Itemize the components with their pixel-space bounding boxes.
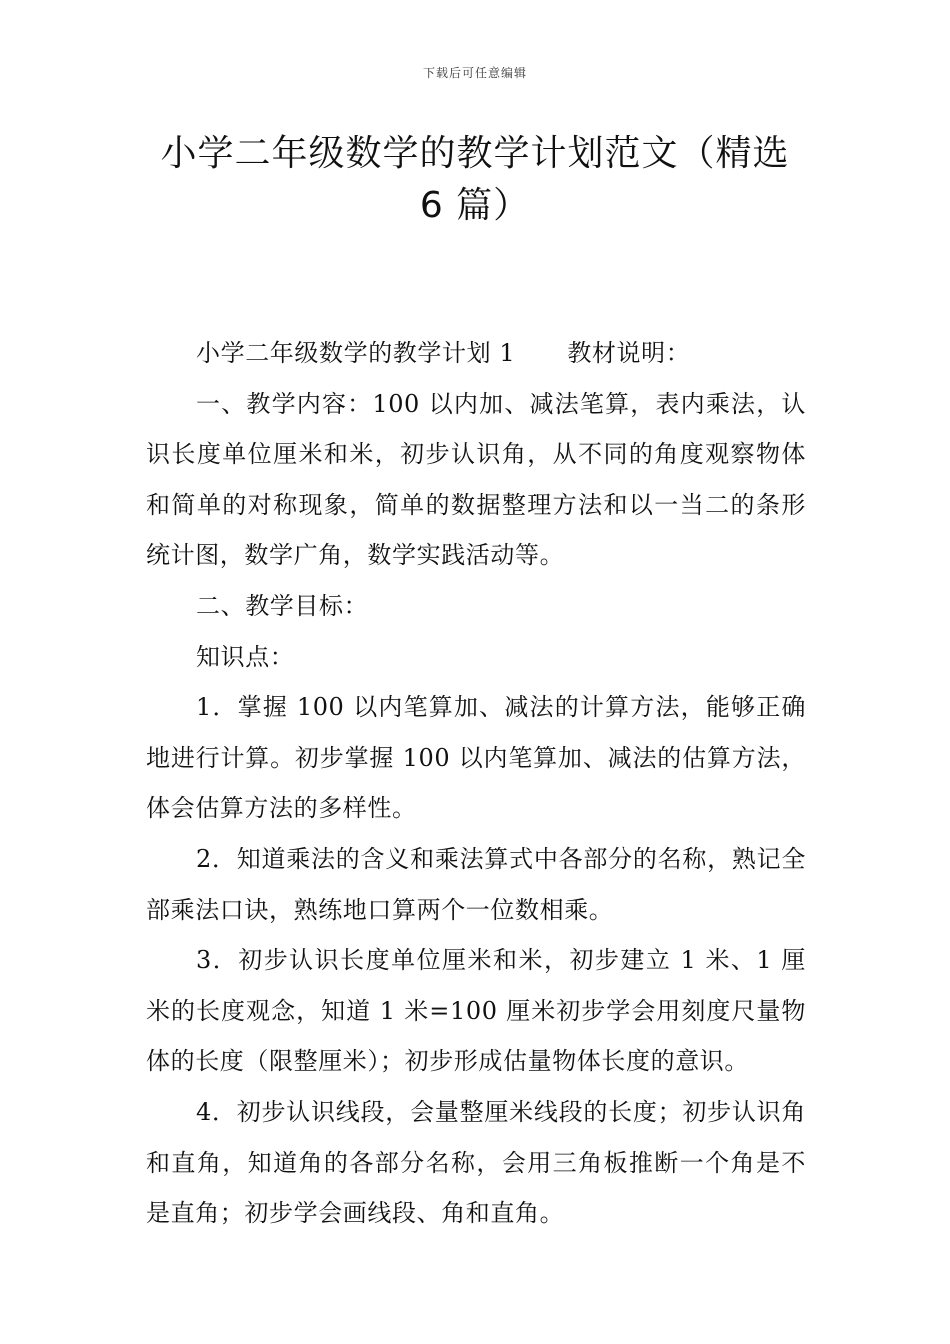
document-body [146,328,806,1239]
paragraph-knowledge-points: 知识点： [196,642,295,671]
paragraph-item-3: 3．初步认识长度单位厘米和米，初步建立 1 米、1 厘米的长度观念，知道 1 米=100 厘米初步学会用刻度尺量物体的长度（限整厘米）；初步形成估量物体长度的意识。 [146,946,806,1076]
paragraph-item-1: 1．掌握 100 以内笔算加、减法的计算方法，能够正确地进行计算。初步掌握 100 以内笔算加、减法的估算方法，体会估算方法的多样性。 [146,693,806,823]
section-heading: 小学二年级数学的教学计划 1 [196,339,516,367]
paragraph-teaching-content: 一、教学内容：100 以内加、减法笔算，表内乘法，认识长度单位厘米和米，初步认识角，从不同的角度观察物体和简单的对称现象，简单的数据整理方法和以一当二的条形统计图，数学广角，数学实践活动等。 [146,389,806,570]
document-title: 小学二年级数学的教学计划范文（精选 6 篇） [160,133,790,226]
paragraph-section-heading [146,328,806,379]
paragraph-teaching-goals: 二、教学目标： [196,591,369,620]
header-note: 下载后可任意编辑 [422,66,527,80]
section-subheading: 教材说明： [567,339,691,367]
paragraph-item-4: 4．初步认识线段，会量整厘米线段的长度；初步认识角和直角，知道角的各部分名称，会用三角板推断一个角是不是直角；初步学会画线段、角和直角。 [146,1097,806,1228]
paragraph-item-2: 2．知道乘法的含义和乘法算式中各部分的名称，熟记全部乘法口诀，熟练地口算两个一位数相乘。 [146,844,806,924]
